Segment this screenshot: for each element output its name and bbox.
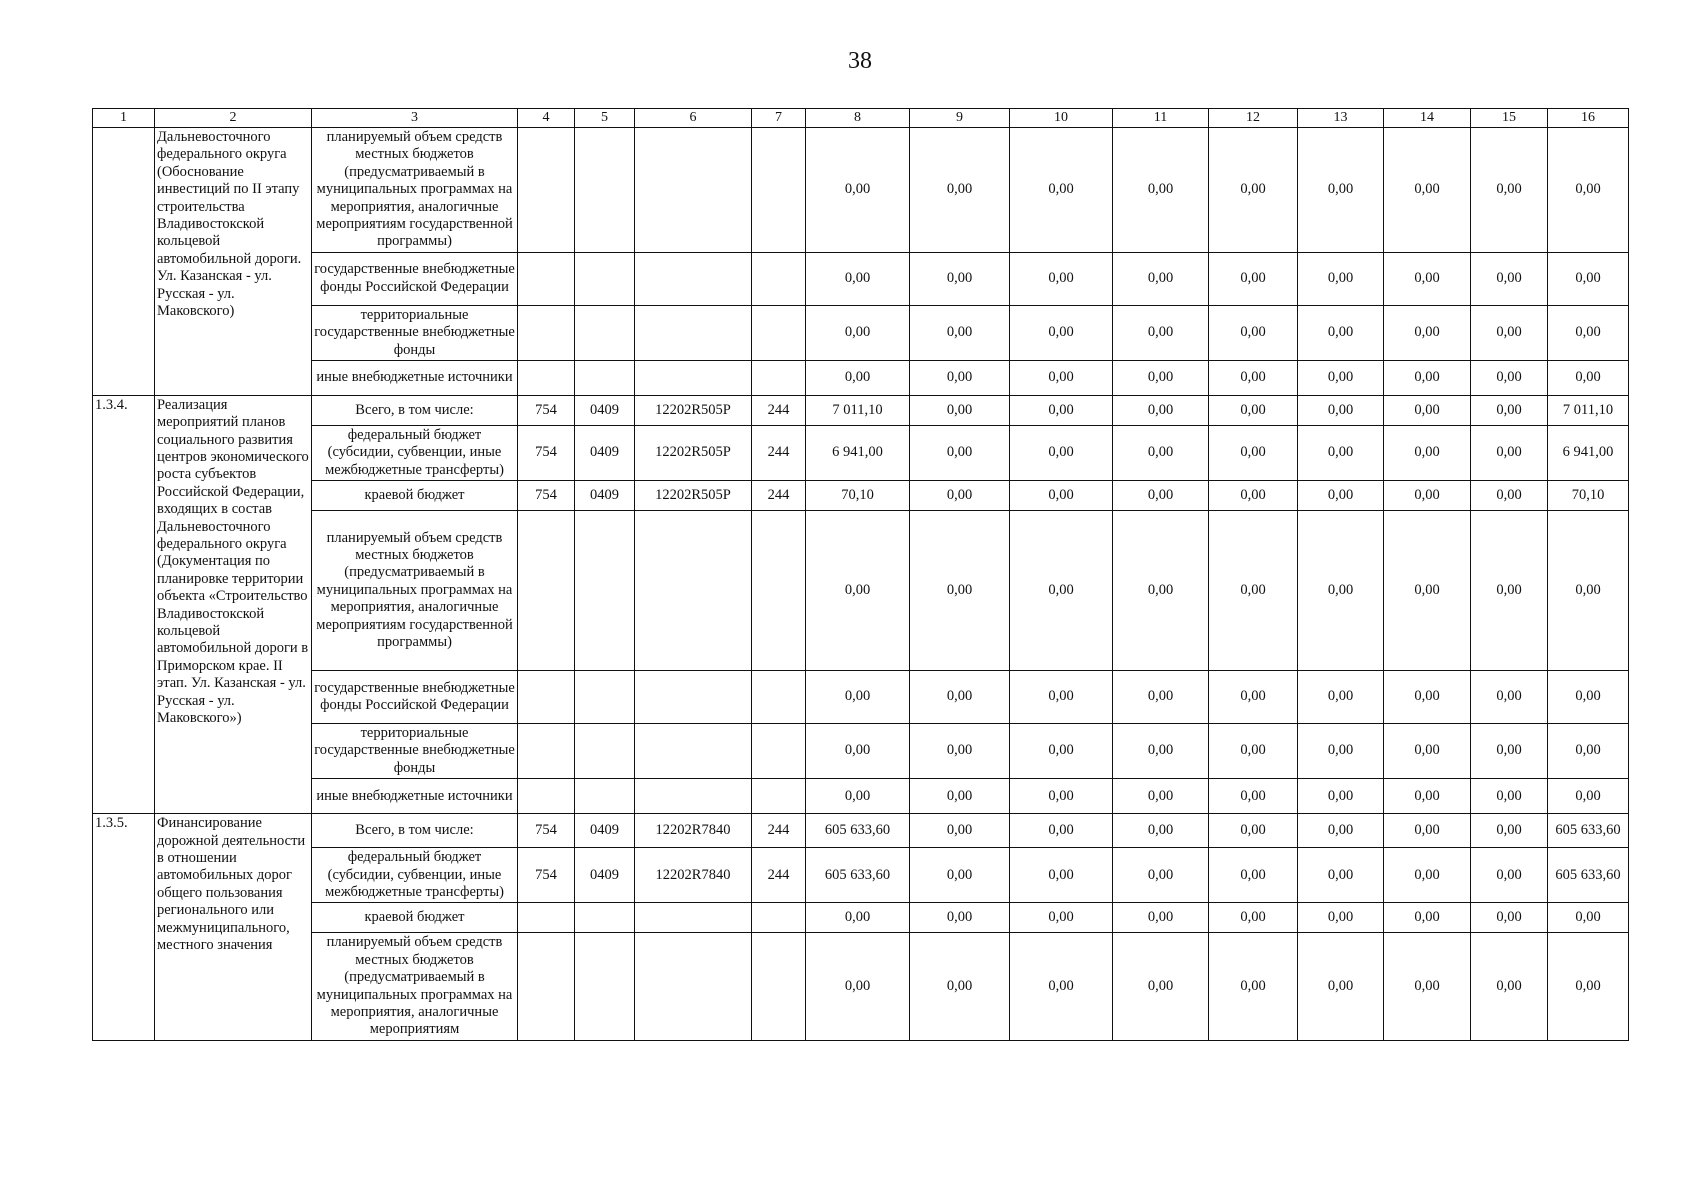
funding-source: федеральный бюджет (субсидии, субвенции, иные межбюджетные трансферты) <box>312 425 518 480</box>
funding-source: планируемый объем средств местных бюджетов (предусматриваемый в муниципальных программах на мероприятия, аналогичные мероприятиям государственной программы) <box>312 128 518 253</box>
amount-cell: 0,00 <box>1209 252 1298 305</box>
amount-cell: 605 633,60 <box>806 814 910 848</box>
amount-cell: 0,00 <box>1209 814 1298 848</box>
expense-type-code <box>752 933 806 1040</box>
target-article-code <box>635 128 752 253</box>
item-name: Финансирование дорожной деятельности в отношении автомобильных дорог общего пользования регионального или межмуниципального, местного значения <box>155 814 312 1041</box>
amount-cell: 0,00 <box>1471 511 1548 671</box>
funding-source: иные внебюджетные источники <box>312 360 518 395</box>
funding-source: государственные внебюджетные фонды Российской Федерации <box>312 671 518 724</box>
amount-cell: 0,00 <box>910 511 1010 671</box>
funding-source: государственные внебюджетные фонды Российской Федерации <box>312 252 518 305</box>
amount-cell: 0,00 <box>1384 395 1471 425</box>
col-header: 15 <box>1471 109 1548 128</box>
amount-cell: 0,00 <box>1384 671 1471 724</box>
amount-cell: 0,00 <box>1113 724 1209 779</box>
item-number <box>93 128 155 396</box>
item-number: 1.3.5. <box>93 814 155 1041</box>
section-code <box>575 511 635 671</box>
amount-cell: 0,00 <box>1010 128 1113 253</box>
expense-type-code <box>752 128 806 253</box>
table-row <box>93 848 1629 903</box>
amount-cell: 0,00 <box>1113 779 1209 814</box>
section-code: 0409 <box>575 848 635 903</box>
amount-cell: 0,00 <box>910 360 1010 395</box>
amount-cell: 0,00 <box>1548 305 1629 360</box>
amount-cell: 0,00 <box>1384 305 1471 360</box>
amount-cell: 0,00 <box>1010 779 1113 814</box>
amount-cell: 0,00 <box>1298 848 1384 903</box>
amount-cell: 0,00 <box>1010 671 1113 724</box>
funding-source: краевой бюджет <box>312 903 518 933</box>
item-name: Дальневосточного федерального округа (Обоснование инвестиций по II этапу строительства Владивостокской кольцевой автомобильной дороги. Ул. Казанская - ул. Русская - ул. Маковского) <box>155 128 312 396</box>
amount-cell: 0,00 <box>1548 252 1629 305</box>
amount-cell: 0,00 <box>1471 425 1548 480</box>
amount-cell: 0,00 <box>1113 814 1209 848</box>
amount-cell: 0,00 <box>806 511 910 671</box>
amount-cell: 0,00 <box>910 395 1010 425</box>
amount-cell: 0,00 <box>1471 128 1548 253</box>
amount-cell: 0,00 <box>910 481 1010 511</box>
table-row <box>93 511 1629 671</box>
target-article-code <box>635 671 752 724</box>
amount-cell: 0,00 <box>1298 395 1384 425</box>
expense-type-code <box>752 779 806 814</box>
funding-source: планируемый объем средств местных бюджетов (предусматриваемый в муниципальных программах на мероприятия, аналогичные мероприятиям <box>312 933 518 1040</box>
section-code <box>575 933 635 1040</box>
amount-cell: 0,00 <box>1298 425 1384 480</box>
amount-cell: 0,00 <box>1010 814 1113 848</box>
amount-cell: 0,00 <box>1548 511 1629 671</box>
amount-cell: 0,00 <box>910 848 1010 903</box>
amount-cell: 0,00 <box>1298 481 1384 511</box>
amount-cell: 0,00 <box>910 814 1010 848</box>
amount-cell: 70,10 <box>806 481 910 511</box>
grbs-code <box>518 360 575 395</box>
grbs-code <box>518 305 575 360</box>
amount-cell: 0,00 <box>1113 481 1209 511</box>
amount-cell: 0,00 <box>1010 848 1113 903</box>
grbs-code <box>518 933 575 1040</box>
amount-cell: 0,00 <box>1209 128 1298 253</box>
amount-cell: 0,00 <box>1471 671 1548 724</box>
col-header: 6 <box>635 109 752 128</box>
expense-type-code: 244 <box>752 481 806 511</box>
amount-cell: 0,00 <box>1548 933 1629 1040</box>
col-header: 7 <box>752 109 806 128</box>
section-code <box>575 360 635 395</box>
amount-cell: 0,00 <box>910 933 1010 1040</box>
funding-source: территориальные государственные внебюджетные фонды <box>312 305 518 360</box>
table-row <box>93 425 1629 480</box>
funding-source: федеральный бюджет (субсидии, субвенции, иные межбюджетные трансферты) <box>312 848 518 903</box>
amount-cell: 7 011,10 <box>1548 395 1629 425</box>
page-number: 38 <box>848 48 872 74</box>
column-number-row <box>93 109 1629 128</box>
amount-cell: 0,00 <box>806 128 910 253</box>
amount-cell: 0,00 <box>1209 511 1298 671</box>
amount-cell: 0,00 <box>1209 903 1298 933</box>
amount-cell: 0,00 <box>1471 305 1548 360</box>
target-article-code <box>635 724 752 779</box>
section-code <box>575 724 635 779</box>
col-header: 11 <box>1113 109 1209 128</box>
amount-cell: 0,00 <box>1113 903 1209 933</box>
amount-cell: 0,00 <box>1384 724 1471 779</box>
amount-cell: 0,00 <box>1010 305 1113 360</box>
expense-type-code <box>752 671 806 724</box>
amount-cell: 0,00 <box>1209 360 1298 395</box>
amount-cell: 0,00 <box>1384 481 1471 511</box>
amount-cell: 0,00 <box>1384 933 1471 1040</box>
amount-cell: 6 941,00 <box>806 425 910 480</box>
amount-cell: 0,00 <box>1548 724 1629 779</box>
amount-cell: 0,00 <box>1010 724 1113 779</box>
amount-cell: 0,00 <box>1384 848 1471 903</box>
col-header: 13 <box>1298 109 1384 128</box>
amount-cell: 0,00 <box>1010 903 1113 933</box>
section-code <box>575 305 635 360</box>
amount-cell: 0,00 <box>806 360 910 395</box>
col-header: 10 <box>1010 109 1113 128</box>
amount-cell: 0,00 <box>910 779 1010 814</box>
amount-cell: 0,00 <box>1010 481 1113 511</box>
amount-cell: 0,00 <box>1113 848 1209 903</box>
amount-cell: 0,00 <box>1384 128 1471 253</box>
grbs-code <box>518 252 575 305</box>
amount-cell: 0,00 <box>1010 511 1113 671</box>
amount-cell: 0,00 <box>1298 671 1384 724</box>
expense-type-code <box>752 511 806 671</box>
grbs-code <box>518 671 575 724</box>
col-header: 2 <box>155 109 312 128</box>
amount-cell: 6 941,00 <box>1548 425 1629 480</box>
target-article-code <box>635 305 752 360</box>
grbs-code <box>518 511 575 671</box>
section-code: 0409 <box>575 395 635 425</box>
amount-cell: 0,00 <box>1113 360 1209 395</box>
amount-cell: 0,00 <box>1384 511 1471 671</box>
amount-cell: 0,00 <box>1384 252 1471 305</box>
amount-cell: 0,00 <box>806 252 910 305</box>
amount-cell: 0,00 <box>1113 252 1209 305</box>
section-code <box>575 671 635 724</box>
amount-cell: 0,00 <box>1298 933 1384 1040</box>
amount-cell: 0,00 <box>1209 848 1298 903</box>
amount-cell: 0,00 <box>1209 395 1298 425</box>
table-row <box>93 305 1629 360</box>
table-row <box>93 128 1629 253</box>
col-header: 1 <box>93 109 155 128</box>
expense-type-code: 244 <box>752 425 806 480</box>
col-header: 3 <box>312 109 518 128</box>
col-header: 8 <box>806 109 910 128</box>
table-row <box>93 395 1629 425</box>
table-row <box>93 252 1629 305</box>
amount-cell: 0,00 <box>1113 305 1209 360</box>
amount-cell: 0,00 <box>1298 305 1384 360</box>
amount-cell: 0,00 <box>1298 903 1384 933</box>
amount-cell: 7 011,10 <box>806 395 910 425</box>
funding-source: Всего, в том числе: <box>312 814 518 848</box>
amount-cell: 0,00 <box>1548 671 1629 724</box>
table-row <box>93 360 1629 395</box>
table-row <box>93 933 1629 1040</box>
col-header: 9 <box>910 109 1010 128</box>
grbs-code: 754 <box>518 848 575 903</box>
section-code <box>575 779 635 814</box>
amount-cell: 0,00 <box>1010 252 1113 305</box>
col-header: 5 <box>575 109 635 128</box>
grbs-code <box>518 779 575 814</box>
target-article-code <box>635 511 752 671</box>
amount-cell: 0,00 <box>1113 671 1209 724</box>
table-row <box>93 779 1629 814</box>
amount-cell: 0,00 <box>1298 360 1384 395</box>
amount-cell: 0,00 <box>1209 305 1298 360</box>
table-row <box>93 903 1629 933</box>
amount-cell: 0,00 <box>1298 252 1384 305</box>
amount-cell: 0,00 <box>910 671 1010 724</box>
amount-cell: 0,00 <box>910 903 1010 933</box>
amount-cell: 0,00 <box>1209 933 1298 1040</box>
expense-type-code <box>752 360 806 395</box>
grbs-code: 754 <box>518 814 575 848</box>
amount-cell: 0,00 <box>1471 933 1548 1040</box>
col-header: 16 <box>1548 109 1629 128</box>
target-article-code <box>635 252 752 305</box>
expense-type-code: 244 <box>752 814 806 848</box>
amount-cell: 0,00 <box>806 305 910 360</box>
section-code <box>575 128 635 253</box>
funding-source: планируемый объем средств местных бюджетов (предусматриваемый в муниципальных программах на мероприятия, аналогичные мероприятиям государственной программы) <box>312 511 518 671</box>
grbs-code: 754 <box>518 481 575 511</box>
funding-source: иные внебюджетные источники <box>312 779 518 814</box>
amount-cell: 0,00 <box>1298 128 1384 253</box>
amount-cell: 0,00 <box>910 128 1010 253</box>
amount-cell: 0,00 <box>1010 395 1113 425</box>
amount-cell: 0,00 <box>1209 724 1298 779</box>
target-article-code: 12202R505P <box>635 425 752 480</box>
expense-type-code: 244 <box>752 395 806 425</box>
col-header: 4 <box>518 109 575 128</box>
amount-cell: 0,00 <box>1548 128 1629 253</box>
section-code: 0409 <box>575 425 635 480</box>
amount-cell: 0,00 <box>1384 779 1471 814</box>
grbs-code <box>518 724 575 779</box>
amount-cell: 0,00 <box>1384 425 1471 480</box>
funding-source: Всего, в том числе: <box>312 395 518 425</box>
target-article-code <box>635 933 752 1040</box>
amount-cell: 0,00 <box>806 724 910 779</box>
amount-cell: 0,00 <box>1113 395 1209 425</box>
item-number: 1.3.4. <box>93 395 155 813</box>
section-code <box>575 903 635 933</box>
target-article-code <box>635 779 752 814</box>
amount-cell: 0,00 <box>1548 903 1629 933</box>
col-header: 12 <box>1209 109 1298 128</box>
item-name: Реализация мероприятий планов социального развития центров экономического роста субъектов Российской Федерации, входящих в состав Дальневосточного федерального округа (Документация по планировке территории объекта «Строительство Владивостокской кольцевой автомобильной дороги в Приморском крае. II этап. Ул. Казанская - ул. Русская - ул. Маковского») <box>155 395 312 813</box>
target-article-code: 12202R7840 <box>635 814 752 848</box>
amount-cell: 0,00 <box>910 252 1010 305</box>
amount-cell: 0,00 <box>1548 779 1629 814</box>
amount-cell: 0,00 <box>910 305 1010 360</box>
amount-cell: 0,00 <box>1384 814 1471 848</box>
grbs-code: 754 <box>518 425 575 480</box>
expense-type-code <box>752 903 806 933</box>
amount-cell: 0,00 <box>806 903 910 933</box>
funding-source: краевой бюджет <box>312 481 518 511</box>
target-article-code <box>635 903 752 933</box>
amount-cell: 0,00 <box>1384 903 1471 933</box>
expense-type-code: 244 <box>752 848 806 903</box>
amount-cell: 0,00 <box>1298 724 1384 779</box>
amount-cell: 0,00 <box>1471 848 1548 903</box>
amount-cell: 0,00 <box>1209 671 1298 724</box>
amount-cell: 0,00 <box>910 724 1010 779</box>
grbs-code <box>518 128 575 253</box>
expense-type-code <box>752 724 806 779</box>
target-article-code: 12202R505P <box>635 395 752 425</box>
amount-cell: 0,00 <box>1471 395 1548 425</box>
amount-cell: 0,00 <box>1113 128 1209 253</box>
section-code: 0409 <box>575 481 635 511</box>
amount-cell: 0,00 <box>1010 360 1113 395</box>
amount-cell: 0,00 <box>1471 481 1548 511</box>
amount-cell: 0,00 <box>1471 779 1548 814</box>
target-article-code: 12202R505P <box>635 481 752 511</box>
grbs-code: 754 <box>518 395 575 425</box>
amount-cell: 0,00 <box>1010 425 1113 480</box>
amount-cell: 70,10 <box>1548 481 1629 511</box>
amount-cell: 0,00 <box>1209 779 1298 814</box>
expense-type-code <box>752 252 806 305</box>
target-article-code: 12202R7840 <box>635 848 752 903</box>
amount-cell: 0,00 <box>1471 903 1548 933</box>
amount-cell: 0,00 <box>1113 425 1209 480</box>
amount-cell: 0,00 <box>1298 814 1384 848</box>
table-row <box>93 814 1629 848</box>
amount-cell: 0,00 <box>1298 779 1384 814</box>
amount-cell: 0,00 <box>910 425 1010 480</box>
budget-table <box>92 108 1629 1041</box>
expense-type-code <box>752 305 806 360</box>
amount-cell: 0,00 <box>1010 933 1113 1040</box>
grbs-code <box>518 903 575 933</box>
table-row <box>93 724 1629 779</box>
amount-cell: 0,00 <box>1209 481 1298 511</box>
amount-cell: 0,00 <box>1471 252 1548 305</box>
section-code <box>575 252 635 305</box>
amount-cell: 0,00 <box>806 779 910 814</box>
amount-cell: 0,00 <box>1471 724 1548 779</box>
amount-cell: 0,00 <box>1298 511 1384 671</box>
amount-cell: 605 633,60 <box>806 848 910 903</box>
amount-cell: 0,00 <box>1471 814 1548 848</box>
amount-cell: 0,00 <box>1471 360 1548 395</box>
amount-cell: 0,00 <box>1209 425 1298 480</box>
amount-cell: 0,00 <box>1384 360 1471 395</box>
amount-cell: 0,00 <box>1113 933 1209 1040</box>
amount-cell: 0,00 <box>806 671 910 724</box>
table-row <box>93 671 1629 724</box>
table-row <box>93 481 1629 511</box>
amount-cell: 605 633,60 <box>1548 848 1629 903</box>
amount-cell: 0,00 <box>1548 360 1629 395</box>
amount-cell: 605 633,60 <box>1548 814 1629 848</box>
section-code: 0409 <box>575 814 635 848</box>
target-article-code <box>635 360 752 395</box>
amount-cell: 0,00 <box>1113 511 1209 671</box>
funding-source: территориальные государственные внебюджетные фонды <box>312 724 518 779</box>
amount-cell: 0,00 <box>806 933 910 1040</box>
col-header: 14 <box>1384 109 1471 128</box>
